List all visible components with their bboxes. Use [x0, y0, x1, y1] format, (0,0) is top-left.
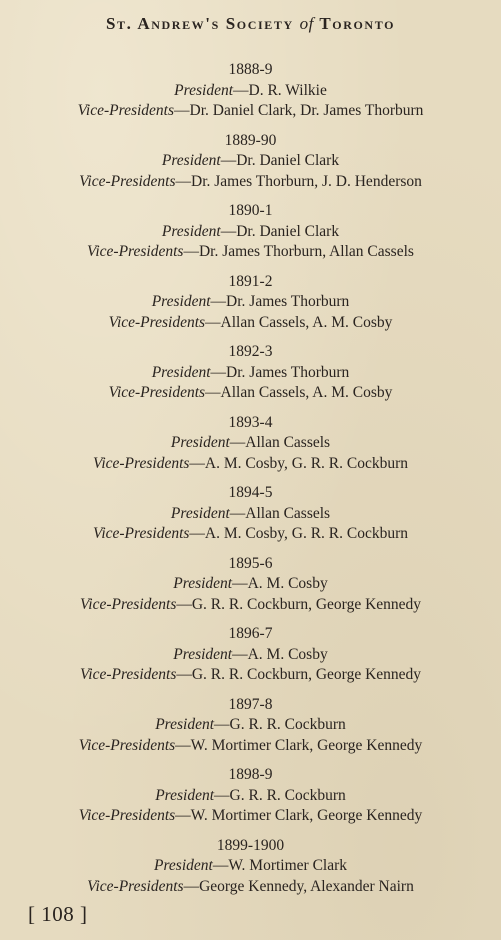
- dash: —: [176, 666, 192, 683]
- officer-entry: [0, 624, 501, 695]
- vice-presidents-label: Vice-Presidents: [79, 666, 177, 683]
- president-label: President: [170, 434, 230, 451]
- entry-year: 1898-9: [228, 766, 273, 783]
- president-name: G. R. R. Cockburn: [229, 716, 346, 733]
- president-name: Allan Cassels: [245, 504, 331, 522]
- president-line: [0, 856, 501, 877]
- vice-presidents-names: Allan Cassels, A. M. Cosby: [220, 313, 393, 331]
- president-label: President: [170, 504, 230, 522]
- president-name: Dr. James Thorburn: [226, 293, 350, 310]
- dash: —: [189, 525, 205, 542]
- president-label: President: [155, 716, 215, 733]
- vice-presidents-line: [0, 101, 501, 122]
- vice-presidents-label: Vice-Presidents: [78, 807, 176, 824]
- dash: —: [220, 152, 237, 169]
- vice-presidents-line: [0, 242, 501, 263]
- running-head-title-part1: St. Andrew's Society: [105, 14, 294, 33]
- dash: —: [210, 363, 227, 381]
- entry-year: 1891-2: [228, 272, 273, 290]
- entry-year: 1888-9: [228, 61, 273, 78]
- vice-presidents-names: W. Mortimer Clark, George Kennedy: [190, 807, 423, 824]
- dash: —: [189, 454, 205, 472]
- page-number: [ 108 ]: [28, 902, 88, 926]
- vice-presidents-names: Dr. James Thorburn, J. D. Henderson: [191, 172, 422, 190]
- president-label: President: [155, 786, 215, 804]
- dash: —: [229, 434, 246, 451]
- dash: —: [229, 504, 246, 522]
- vice-presidents-label: Vice-Presidents: [79, 595, 177, 613]
- dash: —: [205, 313, 221, 331]
- president-line: [0, 504, 501, 525]
- entry-year: 1899-1900: [216, 836, 285, 854]
- president-line: [0, 151, 501, 172]
- president-line: [0, 292, 501, 313]
- officers-list: [0, 60, 501, 906]
- president-label: President: [151, 363, 211, 381]
- vice-presidents-label: Vice-Presidents: [78, 736, 176, 754]
- president-line: [0, 433, 501, 454]
- president-label: President: [151, 293, 211, 310]
- entry-year: 1897-8: [228, 695, 273, 713]
- vice-presidents-line: [0, 383, 501, 404]
- president-line: [0, 81, 501, 102]
- dash: —: [232, 645, 248, 663]
- vice-presidents-names: Dr. James Thorburn, Allan Cassels: [198, 243, 414, 260]
- entry-year: 1890-1: [228, 202, 273, 219]
- vice-presidents-line: [0, 806, 501, 827]
- vice-presidents-label: Vice-Presidents: [108, 313, 206, 331]
- entry-year: 1895-6: [228, 554, 273, 572]
- dash: —: [175, 172, 191, 190]
- president-label: President: [173, 645, 233, 663]
- dash: —: [175, 807, 191, 824]
- dash: —: [220, 222, 237, 240]
- president-line: [0, 222, 501, 243]
- entry-year: 1893-4: [228, 413, 273, 431]
- vice-presidents-label: Vice-Presidents: [87, 243, 184, 260]
- officer-entry: [0, 483, 501, 554]
- president-label: President: [174, 81, 234, 99]
- officer-entry: [0, 342, 501, 413]
- vice-presidents-label: Vice-Presidents: [79, 172, 176, 190]
- president-line: [0, 786, 501, 807]
- running-head: [0, 14, 501, 34]
- president-name: D. R. Wilkie: [248, 81, 327, 99]
- vice-presidents-line: [0, 736, 501, 757]
- president-line: [0, 645, 501, 666]
- running-head-title-part2: Toronto: [319, 14, 396, 33]
- dash: —: [214, 716, 230, 733]
- president-label: President: [173, 575, 233, 592]
- president-line: [0, 574, 501, 595]
- officer-entry: [0, 413, 501, 484]
- entry-year: 1894-5: [228, 484, 273, 501]
- officer-entry: [0, 131, 501, 202]
- vice-presidents-names: G. R. R. Cockburn, George Kennedy: [191, 595, 422, 613]
- running-head-of: of: [299, 14, 314, 33]
- dash: —: [214, 786, 230, 804]
- vice-presidents-names: Allan Cassels, A. M. Cosby: [220, 384, 393, 401]
- vice-presidents-names: G. R. R. Cockburn, George Kennedy: [191, 666, 422, 683]
- officer-entry: [0, 695, 501, 766]
- president-name: A. M. Cosby: [247, 645, 328, 663]
- vice-presidents-label: Vice-Presidents: [108, 384, 206, 401]
- vice-presidents-names: George Kennedy, Alexander Nairn: [199, 877, 414, 895]
- vice-presidents-line: [0, 524, 501, 545]
- president-name: G. R. R. Cockburn: [229, 786, 346, 804]
- officer-entry: [0, 554, 501, 625]
- officer-entry: [0, 836, 501, 907]
- vice-presidents-line: [0, 665, 501, 686]
- vice-presidents-line: [0, 595, 501, 616]
- president-line: [0, 715, 501, 736]
- vice-presidents-line: [0, 877, 501, 898]
- president-label: President: [161, 152, 221, 169]
- vice-presidents-line: [0, 313, 501, 334]
- president-name: Dr. James Thorburn: [226, 363, 350, 381]
- president-name: Dr. Daniel Clark: [236, 152, 340, 169]
- dash: —: [183, 877, 200, 895]
- president-line: [0, 363, 501, 384]
- officer-entry: [0, 60, 501, 131]
- vice-presidents-names: Dr. Daniel Clark, Dr. James Thorburn: [189, 102, 424, 119]
- entry-year: 1892-3: [228, 343, 273, 360]
- dash: —: [174, 102, 190, 119]
- dash: —: [233, 81, 249, 99]
- officer-entry: [0, 765, 501, 836]
- dash: —: [212, 857, 229, 874]
- dash: —: [183, 243, 199, 260]
- vice-presidents-names: W. Mortimer Clark, George Kennedy: [190, 736, 423, 754]
- vice-presidents-names: A. M. Cosby, G. R. R. Cockburn: [204, 525, 408, 542]
- president-label: President: [153, 857, 213, 874]
- president-label: President: [161, 222, 221, 240]
- dash: —: [232, 575, 248, 592]
- dash: —: [205, 384, 221, 401]
- vice-presidents-line: [0, 172, 501, 193]
- vice-presidents-label: Vice-Presidents: [77, 102, 174, 119]
- officer-entry: [0, 201, 501, 272]
- president-name: Dr. Daniel Clark: [236, 222, 340, 240]
- president-name: W. Mortimer Clark: [228, 857, 347, 874]
- dash: —: [176, 595, 192, 613]
- vice-presidents-label: Vice-Presidents: [87, 877, 184, 895]
- president-name: A. M. Cosby: [247, 575, 328, 592]
- officer-entry: [0, 272, 501, 343]
- dash: —: [210, 293, 227, 310]
- dash: —: [175, 736, 191, 754]
- entry-year: 1896-7: [228, 625, 273, 642]
- entry-year: 1889-90: [224, 131, 277, 149]
- vice-presidents-label: Vice-Presidents: [93, 454, 190, 472]
- vice-presidents-names: A. M. Cosby, G. R. R. Cockburn: [204, 454, 408, 472]
- vice-presidents-label: Vice-Presidents: [93, 525, 190, 542]
- vice-presidents-line: [0, 454, 501, 475]
- president-name: Allan Cassels: [245, 434, 331, 451]
